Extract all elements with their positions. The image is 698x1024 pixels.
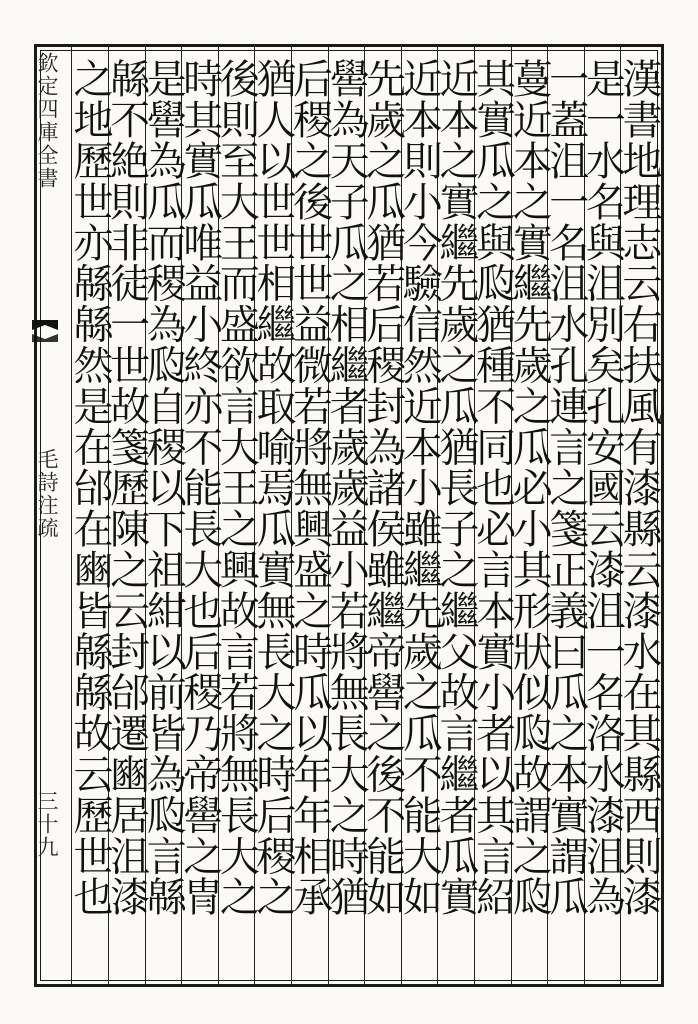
book-title: 毛詩注疏 xyxy=(35,448,59,540)
fishtail-mark-icon xyxy=(30,316,60,346)
text-column: 一蓋沮一名沮水孔連言之箋正義曰瓜之本實謂瓜 xyxy=(542,58,589,917)
text-column: 后稷之後世世益微若將無興盛之時瓜以年年相承 xyxy=(286,58,333,917)
text-column: 之地歷世亦緜緜然是在邰在豳皆緜緜故云歷世也 xyxy=(66,58,113,917)
collection-title: 欽定四庫全書 xyxy=(35,52,59,190)
text-column: 蔓近本之實繼先歲之瓜必小其形狀似瓝故謂之瓝 xyxy=(506,58,553,917)
text-column: 是嚳為瓜而稷為瓝自稷以下祖紺以前皆為瓝言緜 xyxy=(140,58,187,917)
text-column: 漢書地理志云右扶風有漆縣云漆水在其縣西則漆 xyxy=(615,58,662,917)
text-column: 後則至大王而盛欲言大王之興故言若將無長大之 xyxy=(213,58,260,917)
text-column: 猶人以世世相繼故取喻焉瓜實無長大之時后稷之 xyxy=(249,58,296,917)
text-column: 先歲之瓜猶若后稷封為諸侯雖繼帝嚳之後不能如 xyxy=(359,58,406,917)
text-column: 時其實瓜唯益小終亦不能長大也后稷乃帝嚳之冑 xyxy=(176,58,223,917)
text-column: 近本則小今驗信然近本小雖繼先歲之瓜不能大如 xyxy=(396,58,443,917)
text-column: 是一水名與沮別矣孔安國云漆沮一名洛水漆沮為 xyxy=(579,58,626,917)
text-column: 嚳為天子瓜之相繼者歲歲益小若將無長大之時猶 xyxy=(323,58,370,917)
text-column: 近本之實繼先歲之瓜猶長子之繼父故言繼者瓜實 xyxy=(432,58,479,917)
text-column: 緜不絶則非徒一世故箋歷陳之云封邰遷豳居沮漆 xyxy=(103,58,150,917)
text-column: 其實瓜之與瓝猶種不同也必言本實小者以其言紹 xyxy=(469,58,516,917)
page-number: 三十九 xyxy=(35,790,59,859)
